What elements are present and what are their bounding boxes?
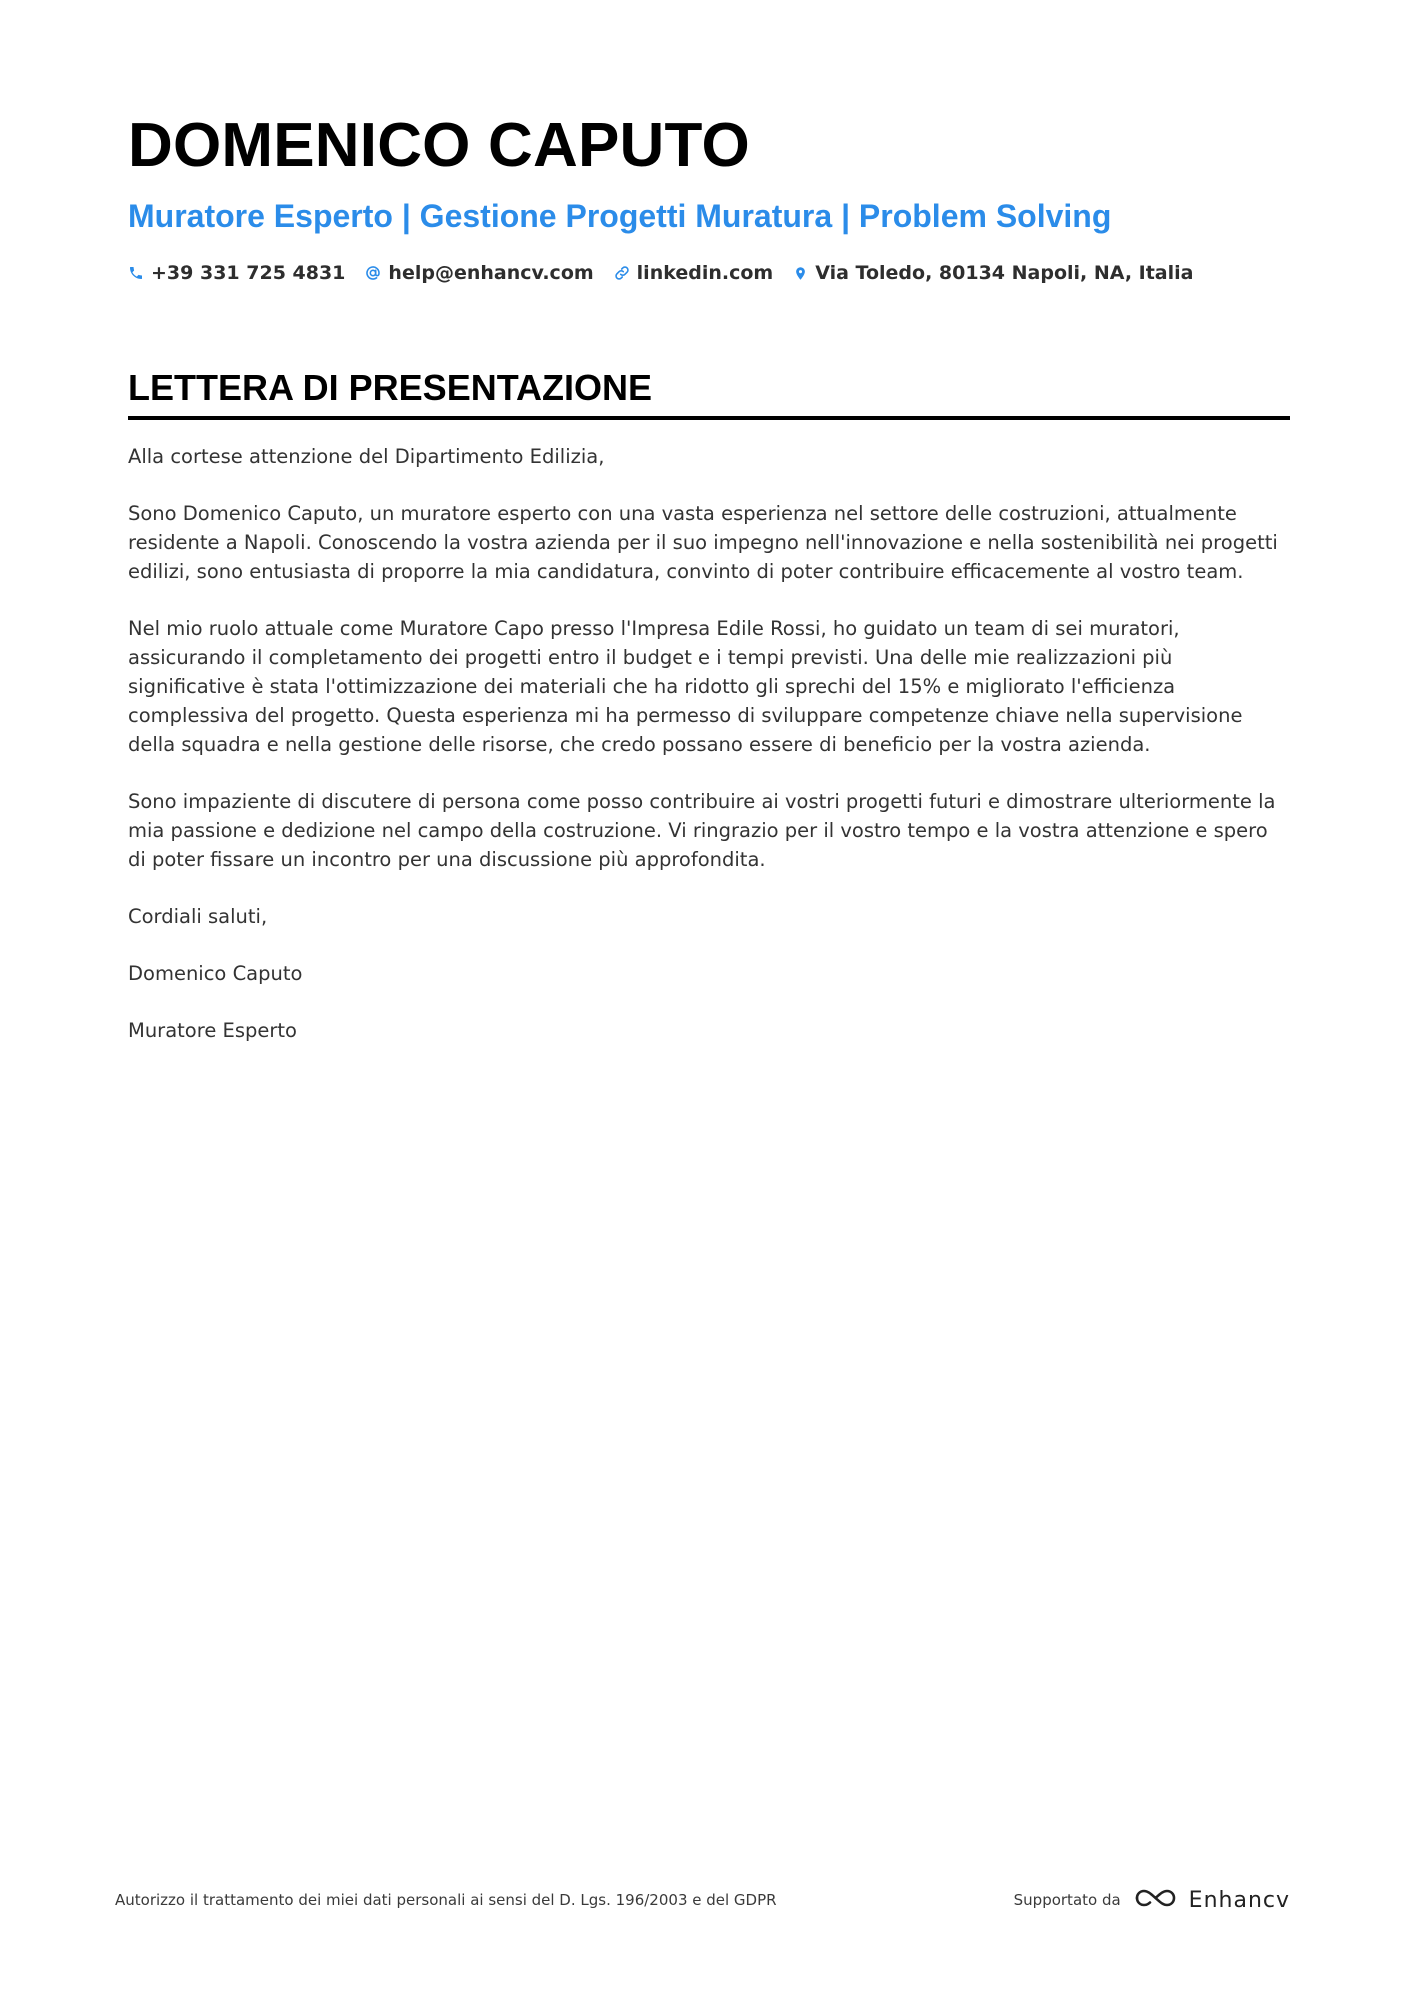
letter-closing: Cordiali saluti, bbox=[128, 905, 268, 928]
section-title: LETTERA DI PRESENTAZIONE bbox=[128, 367, 653, 408]
website-link: linkedin.com bbox=[636, 262, 774, 284]
header bbox=[128, 108, 1288, 284]
letter-body bbox=[128, 442, 1290, 1045]
powered-by-label: Supportato da bbox=[1013, 1891, 1121, 1909]
contact-email[interactable] bbox=[365, 262, 593, 284]
candidate-headline: Muratore Esperto | Gestione Progetti Muratura | Problem Solving bbox=[128, 198, 1112, 234]
contact-bar bbox=[128, 262, 1288, 284]
map-pin-icon bbox=[793, 265, 808, 282]
section-divider bbox=[128, 416, 1290, 420]
cover-letter-section bbox=[128, 366, 1290, 1073]
candidate-name: DOMENICO CAPUTO bbox=[128, 111, 750, 180]
footer bbox=[115, 1886, 1290, 1914]
brand-name: Enhancv bbox=[1188, 1887, 1290, 1913]
powered-by[interactable] bbox=[1014, 1886, 1290, 1914]
phone-number: +39 331 725 4831 bbox=[151, 262, 346, 284]
address-text: Via Toledo, 80134 Napoli, NA, Italia bbox=[815, 262, 1194, 284]
signature-title: Muratore Esperto bbox=[128, 1019, 297, 1042]
letter-paragraph: Sono Domenico Caputo, un muratore esperto con una vasta esperienza nel settore delle costruzioni, attualmente residente a Napoli. Conoscendo la vostra azienda per il suo impegno nell'innovazione e nella sostenibilità nei progetti edilizi, sono entusiasta di proporre la mia candidatura, convinto di poter contribuire efficacemente al vostro team. bbox=[128, 502, 1278, 583]
contact-phone[interactable] bbox=[128, 262, 345, 284]
link-icon bbox=[614, 265, 630, 281]
letter-paragraph: Nel mio ruolo attuale come Muratore Capo presso l'Impresa Edile Rossi, ho guidato un team di sei muratori, assicurando il completamento dei progetti entro il budget e i tempi previsti. Una delle mie realizzazioni più significative è stata l'ottimizzazione dei materiali che ha ridotto gli sprechi del 15% e migliorato l'efficienza complessiva del progetto. Questa esperienza mi ha permesso di sviluppare competenze chiave nella supervisione della squadra e nella gestione delle risorse, che credo possano essere di beneficio per la vostra azienda. bbox=[128, 617, 1243, 756]
phone-icon bbox=[128, 265, 144, 281]
email-address: help@enhancv.com bbox=[388, 262, 594, 284]
signature-name: Domenico Caputo bbox=[128, 962, 303, 985]
brand-logo bbox=[1133, 1886, 1290, 1914]
contact-website[interactable] bbox=[614, 262, 774, 284]
enhancv-logo-icon bbox=[1133, 1886, 1179, 1914]
privacy-consent: Autorizzo il trattamento dei miei dati personali ai sensi del D. Lgs. 196/2003 e del GDPR bbox=[115, 1891, 777, 1909]
contact-address bbox=[793, 262, 1193, 284]
at-icon bbox=[365, 265, 381, 281]
letter-paragraph: Sono impaziente di discutere di persona come posso contribuire ai vostri progetti futuri e dimostrare ulteriormente la mia passione e dedizione nel campo della costruzione. Vi ringrazio per il vostro tempo e la vostra attenzione e spero di poter fissare un incontro per una discussione più approfondita. bbox=[128, 790, 1276, 871]
letter-salutation: Alla cortese attenzione del Dipartimento Edilizia, bbox=[128, 445, 605, 468]
